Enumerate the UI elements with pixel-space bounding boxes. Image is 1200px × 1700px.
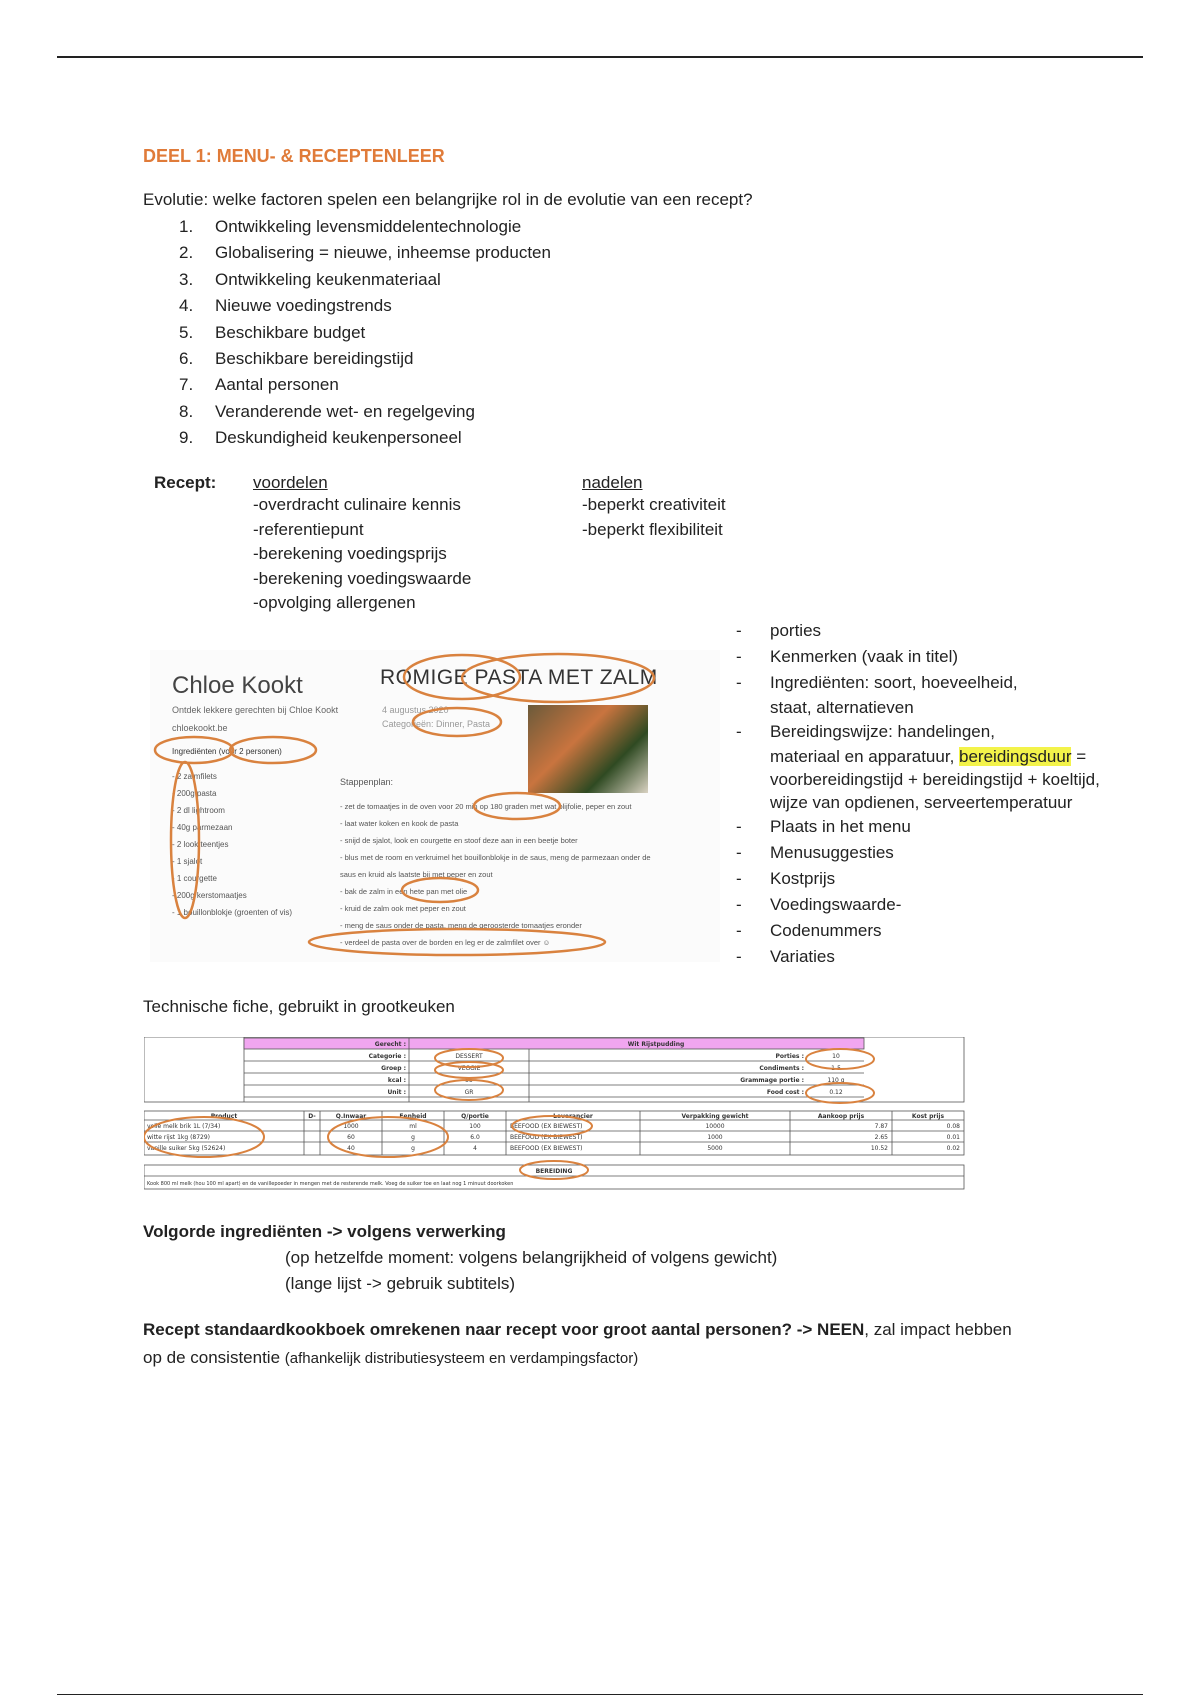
sheet-right-label: Grammage portie : <box>740 1077 804 1084</box>
recipe-tagline: Ontdek lekkere gerechten bij Chloe Kookt <box>172 705 339 715</box>
sheet-meta-value: VEGGIE <box>457 1065 481 1072</box>
sheet-col-header: Product <box>210 1113 238 1120</box>
recipe-site: chloekookt.be <box>172 723 228 733</box>
list-item: - 1 sjalot <box>172 857 203 866</box>
conversion-question: Recept standaardkookboek omrekenen naar recept voor groot aantal personen? -> NEEN <box>143 1320 865 1339</box>
circle-quantities <box>171 762 199 918</box>
ingredients-header: Ingrediënten (voor 2 personen) <box>172 747 282 756</box>
list-item: - 200g kerstomaatjes <box>172 891 247 900</box>
sheet-cell: 1000 <box>343 1123 359 1130</box>
list-item: 2. Globalisering = nieuwe, inheemse producten <box>179 243 551 263</box>
list-item: 3. Ontwikkeling keukenmateriaal <box>179 269 441 289</box>
sheet-cell: 100 <box>469 1123 481 1130</box>
list-item: - Voedingswaarde- <box>736 895 902 914</box>
list-item: - bak de zalm in een hete pan met olie <box>340 887 468 896</box>
disadvantages-heading: nadelen <box>582 473 643 492</box>
sheet-col-header: Leverancier <box>553 1113 593 1120</box>
list-item: - 1 courgette <box>172 874 217 883</box>
list-item: - 40g parmezaan <box>172 823 233 832</box>
recipe-screenshot <box>150 650 720 962</box>
list-item: - laat water koken en kook de pasta <box>340 819 459 828</box>
sheet-circle-quantities <box>328 1117 448 1157</box>
sheet-col-header: Eenheid <box>399 1113 427 1120</box>
list-item: - Menusuggesties <box>736 843 894 862</box>
list-item: - porties <box>736 621 822 640</box>
list-item: - Bereidingswijze: handelingen, <box>736 722 995 741</box>
advantages-column <box>253 473 471 616</box>
sheet-meta-label: kcal : <box>387 1077 406 1084</box>
list-item: - kruid de zalm ook met peper en zout <box>340 904 466 913</box>
circle-pan <box>402 878 478 902</box>
sheet-cell: BEEFOOD (EX BIEWEST) <box>510 1145 583 1152</box>
sheet-dish: Wit Rijstpudding <box>627 1041 685 1048</box>
sheet-right-label: Food cost : <box>766 1089 804 1096</box>
list-item: -berekening voedingsprijs <box>253 544 447 563</box>
technical-sheet <box>144 1037 966 1197</box>
sheet-cell: 1000 <box>707 1134 723 1141</box>
technical-sheet-label: Technische fiche, gebruikt in grootkeuken <box>143 997 455 1016</box>
list-item: - Codenummers <box>736 921 882 940</box>
sheet-right-label: Condiments : <box>759 1065 804 1072</box>
sheet-cell: 0.08 <box>946 1123 960 1130</box>
sheet-cell: 10000 <box>705 1123 725 1130</box>
ingredient-order-note: (lange lijst -> gebruik subtitels) <box>285 1274 516 1293</box>
sheet-cell: 4 <box>473 1145 477 1152</box>
circle-persons <box>230 737 316 763</box>
list-item: - snijd de sjalot, look en courgette en stoof deze aan in een beetje boter <box>340 836 578 845</box>
advantages-heading: voordelen <box>253 473 328 492</box>
list-item: 1. Ontwikkeling levensmiddelentechnologie <box>179 217 522 236</box>
sheet-right-label: Porties : <box>775 1053 804 1060</box>
evolution-question: Evolutie: welke factoren spelen een belangrijke rol in de evolutie van een recept? <box>143 190 753 209</box>
list-item: -berekening voedingswaarde <box>253 568 472 588</box>
list-item: 9. Deskundigheid keukenpersoneel <box>179 428 462 448</box>
list-item: 4. Nieuwe voedingstrends <box>179 296 392 316</box>
ingredient-order-title: Volgorde ingrediënten -> volgens verwerking <box>143 1222 506 1241</box>
recept-label: Recept: <box>154 473 217 492</box>
list-item: -referentiepunt <box>253 519 364 539</box>
recipe-title: ROMIGE PASTA MET ZALM <box>380 666 658 689</box>
recipe-date: 4 augustus 2020 Categorieën: Dinner, Pasta <box>382 705 491 729</box>
sheet-cell: ml <box>409 1123 417 1130</box>
sheet-meta-label: Categorie : <box>368 1053 406 1060</box>
sheet-cell: g <box>411 1145 415 1152</box>
list-item-continued: staat, alternatieven <box>770 698 914 717</box>
recipe-brand: Chloe Kookt <box>172 672 303 699</box>
sheet-cell: BEEFOOD (EX BIEWEST) <box>510 1134 583 1141</box>
list-item: -beperkt flexibiliteit <box>582 519 723 539</box>
recipe-features-list <box>736 618 1100 970</box>
list-item: 5. Beschikbare budget <box>179 322 366 342</box>
sheet-cell: vanille suiker 5kg (52624) <box>147 1145 226 1152</box>
list-item: - Kenmerken (vaak in titel) <box>736 647 959 666</box>
sheet-col-header: D- <box>308 1113 316 1120</box>
circle-serving <box>309 929 605 955</box>
section-heading: DEEL 1: MENU- & RECEPTENLEER <box>143 146 445 166</box>
list-item: - 1 bouillonblokje (groenten of vis) <box>172 908 293 917</box>
sheet-prep-text: Kook 800 ml melk (hou 100 ml apart) en de vanillepoeder in mengen met de resterende melk. Voeg de suiker toe en laat nog 1 minuut doorkoken <box>147 1181 514 1187</box>
conversion-note: Recept standaardkookboek omrekenen naar recept voor groot aantal personen? -> NEEN, zal impact hebben op de consistentie (afhankelijk distributiesysteem en verdampingsfactor) <box>143 1320 1012 1367</box>
list-item: - 200g pasta <box>172 789 217 798</box>
ingredient-order-note: (op hetzelfde moment: volgens belangrijkheid of volgens gewicht) <box>285 1248 778 1267</box>
sheet-col-header: Q/portie <box>461 1113 489 1120</box>
list-item: - Variaties <box>736 947 835 966</box>
list-item: - 2 dl lightroom <box>172 806 225 815</box>
conversion-reason: (afhankelijk distributiesysteem en verdampingsfactor) <box>284 1350 639 1367</box>
sheet-col-header: Verpakking gewicht <box>681 1113 749 1120</box>
list-item: - 2 look teentjes <box>172 840 229 849</box>
list-item: - blus met de room en verkruimel het bouillonblokje in de saus, meng de parmezaan onder de <box>340 853 651 862</box>
sheet-meta-value: DESSERT <box>455 1053 483 1060</box>
top-rule <box>57 56 1143 58</box>
sheet-cell: g <box>411 1134 415 1141</box>
list-item: saus en kruid als laatste bij met peper en zout <box>340 870 493 879</box>
list-item: - verdeel de pasta over de borden en leg er de zalmfilet over ☺ <box>340 938 551 947</box>
highlighted-term: bereidingsduur <box>959 747 1072 766</box>
sheet-col-header: Q.Inwaar <box>335 1113 367 1120</box>
list-item: -opvolging allergenen <box>253 593 416 612</box>
sheet-cell: 60 <box>347 1134 355 1141</box>
list-item: -overdracht culinaire kennis <box>253 495 461 514</box>
sheet-cell: 7.87 <box>874 1123 888 1130</box>
list-item: - 2 zalmfilets <box>172 772 217 781</box>
sheet-prep-title: BEREIDING <box>535 1168 573 1175</box>
sheet-cell: 5000 <box>707 1145 723 1152</box>
list-item: 7. Aantal personen <box>179 375 339 395</box>
list-item: - meng de saus onder de pasta, meng de geroosterde tomaatjes eronder <box>340 921 582 930</box>
sheet-cell: volle melk brik 1L (7/34) <box>147 1123 221 1130</box>
sheet-col-header: Kost prijs <box>911 1113 945 1120</box>
sheet-cell: BEEFOOD (EX BIEWEST) <box>510 1123 583 1130</box>
advantages-list <box>253 493 471 616</box>
sheet-meta-label: Unit : <box>387 1089 406 1096</box>
sheet-meta-value: 55 <box>465 1077 473 1084</box>
list-item-continued: materiaal en apparatuur, bereidingsduur = <box>770 747 1087 766</box>
sheet-cell: 6.0 <box>470 1134 480 1141</box>
sheet-meta-label: Gerecht : <box>374 1041 406 1048</box>
disadvantages-list <box>582 493 726 542</box>
list-item: 8. Veranderende wet- en regelgeving <box>179 401 475 421</box>
sheet-right-value: 10 <box>832 1053 840 1060</box>
sheet-cell: 0.01 <box>946 1134 960 1141</box>
sheet-right-value: 110 g <box>827 1077 845 1084</box>
sheet-meta-label: Groep : <box>381 1065 406 1072</box>
list-item-continued: voorbereidingstijd + bereidingstijd + koeltijd, <box>770 770 1100 789</box>
sheet-col-header: Aankoop prijs <box>817 1113 865 1120</box>
sheet-cell: 0.02 <box>946 1145 960 1152</box>
list-item-continued: wijze van opdienen, serveertemperatuur <box>770 793 1073 812</box>
list-item: - Plaats in het menu <box>736 817 911 836</box>
disadvantages-column <box>582 473 726 542</box>
sheet-cell: witte rijst 1kg (8729) <box>147 1134 211 1141</box>
sheet-right-value: 0.12 <box>829 1089 843 1096</box>
sheet-cell: 40 <box>347 1145 355 1152</box>
list-item: -beperkt creativiteit <box>582 495 726 514</box>
sheet-cell: 2.65 <box>874 1134 888 1141</box>
circle-ingredients <box>155 737 233 763</box>
factor-list <box>143 214 551 452</box>
circle-time <box>474 793 560 819</box>
list-item: - Ingrediënten: soort, hoeveelheid, <box>736 673 1018 692</box>
sheet-meta-value: GR <box>464 1089 474 1096</box>
list-item: 6. Beschikbare bereidingstijd <box>179 348 414 368</box>
steps-header: Stappenplan: <box>340 777 394 787</box>
list-item: - Kostprijs <box>736 869 836 888</box>
sheet-right-value: 1-5 <box>831 1065 841 1072</box>
annotation-circles <box>150 650 720 962</box>
list-item: - zet de tomaatjes in de oven voor 20 min op 180 graden met wat olijfolie, peper en zout <box>340 802 632 811</box>
circle-category <box>413 708 501 736</box>
sheet-cell: 10.52 <box>870 1145 888 1152</box>
circle-title-right <box>462 654 654 702</box>
bottom-rule <box>57 1694 1143 1695</box>
